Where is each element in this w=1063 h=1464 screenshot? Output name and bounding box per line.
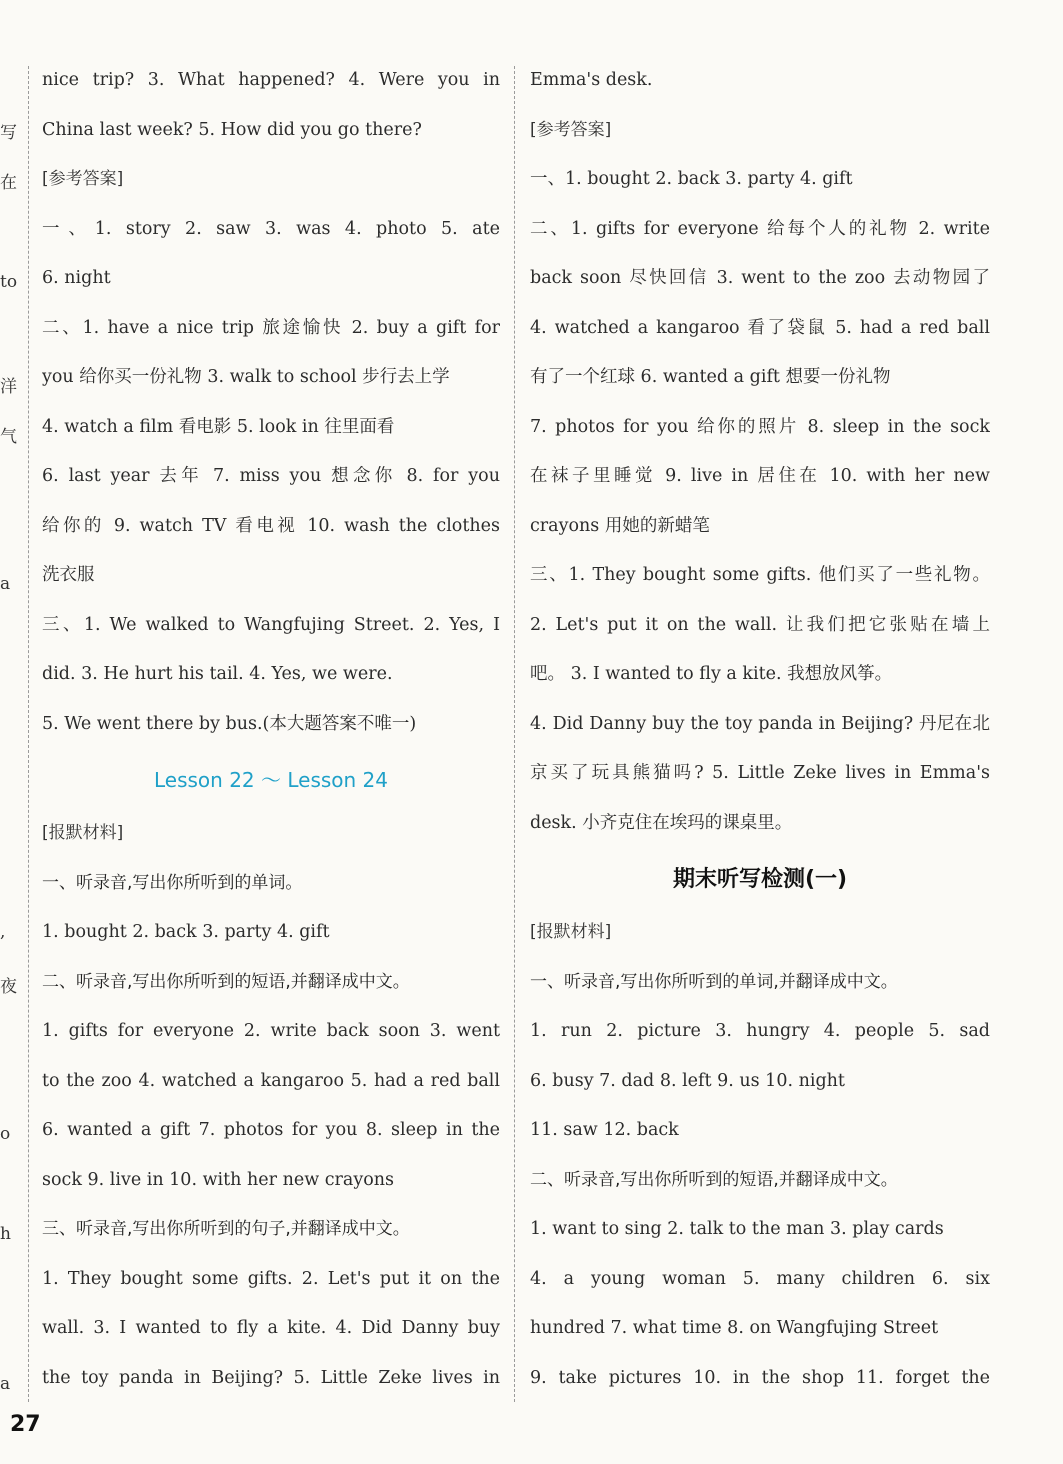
- text-line: 6. busy 7. dad 8. left 9. us 10. night: [530, 1070, 845, 1091]
- question-heading: 二、听录音,写出你所听到的短语,并翻译成中文。: [42, 971, 410, 992]
- text-line: 一、1. bought 2. back 3. party 4. gift: [530, 169, 853, 189]
- margin-fragment: ,: [0, 922, 6, 942]
- text-line: 6. wanted a gift 7. photos for you 8. sleep in the: [42, 1120, 500, 1140]
- text-line: 二、1. gifts for everyone 给每个人的礼物 2. write: [530, 218, 990, 239]
- right-column: [530, 56, 990, 1403]
- text-line: 1. They bought some gifts. 2. Let's put it on the: [42, 1268, 500, 1289]
- margin-fragment: 写: [0, 123, 17, 143]
- text-line: hundred 7. what time 8. on Wangfujing Street: [530, 1318, 939, 1338]
- margin-fragment: a: [0, 574, 11, 594]
- text-line: 4. Did Danny buy the toy panda in Beijing? 丹尼在北: [530, 713, 990, 734]
- text-line: 京买了玩具熊猫吗? 5. Little Zeke lives in Emma's: [530, 763, 990, 783]
- text-line: 6. night: [42, 268, 111, 288]
- text-line: you 给你买一份礼物 3. walk to school 步行去上学: [42, 367, 450, 387]
- question-heading: 三、听录音,写出你所听到的句子,并翻译成中文。: [42, 1219, 410, 1239]
- exam-title: 期末听写检测(一): [672, 867, 848, 892]
- margin-fragment: 夜: [0, 977, 17, 997]
- text-line: to the zoo 4. watched a kangaroo 5. had a red ball: [42, 1070, 500, 1091]
- text-line: 1. bought 2. back 3. party 4. gift: [42, 922, 330, 942]
- text-line: wall. 3. I wanted to fly a kite. 4. Did Danny buy: [42, 1318, 500, 1338]
- text-line: 7. photos for you 给你的照片 8. sleep in the sock: [530, 416, 990, 437]
- text-line: 9. take pictures 10. in the shop 11. forget the: [530, 1367, 990, 1388]
- margin-fragment: 洋: [0, 377, 17, 397]
- text-line: 在袜子里睡觉 9. live in 居住在 10. with her new: [530, 466, 990, 486]
- text-line: 洗衣服: [42, 565, 95, 585]
- text-line: 4. watched a kangaroo 看了袋鼠 5. had a red ball: [530, 317, 990, 338]
- text-line: 4. a young woman 5. many children 6. six: [530, 1268, 990, 1289]
- text-line: Emma's desk.: [530, 70, 653, 90]
- text-line: 一、1. story 2. saw 3. was 4. photo 5. ate: [42, 218, 500, 239]
- text-line: 给你的 9. watch TV 看电视 10. wash the clothes: [42, 515, 500, 536]
- text-line: 三、1. They bought some gifts. 他们买了一些礼物。: [530, 565, 990, 585]
- text-line: did. 3. He hurt his tail. 4. Yes, we were.: [42, 664, 393, 684]
- text-line: 4. watch a film 看电影 5. look in 往里面看: [42, 416, 395, 437]
- section-label: [参考答案]: [530, 119, 612, 140]
- text-line: 吧。 3. I wanted to fly a kite. 我想放风筝。: [530, 664, 893, 684]
- text-line: sock 9. live in 10. with her new crayons: [42, 1169, 395, 1190]
- text-line: desk. 小齐克住在埃玛的课桌里。: [530, 812, 793, 833]
- column-divider-left: [28, 66, 29, 1402]
- text-line: 有了一个红球 6. wanted a gift 想要一份礼物: [530, 367, 891, 387]
- lesson-heading: Lesson 22 ～ Lesson 24: [153, 768, 389, 792]
- section-label: [报默材料]: [530, 922, 612, 942]
- text-line: China last week? 5. How did you go there?: [42, 119, 422, 140]
- section-label: [报默材料]: [42, 823, 124, 843]
- text-line: 三、1. We walked to Wangfujing Street. 2. Yes, I: [42, 614, 500, 635]
- text-line: 2. Let's put it on the wall. 让我们把它张贴在墙上: [530, 614, 990, 635]
- margin-fragment: a: [0, 1374, 11, 1394]
- text-line: crayons 用她的新蜡笔: [530, 515, 710, 536]
- question-heading: 一、听录音,写出你所听到的单词,并翻译成中文。: [530, 971, 898, 992]
- text-line: 1. run 2. picture 3. hungry 4. people 5. sad: [530, 1021, 990, 1041]
- margin-fragment: to: [0, 272, 18, 292]
- left-column: [42, 56, 500, 1403]
- text-line: 1. want to sing 2. talk to the man 3. play cards: [530, 1219, 944, 1239]
- text-line: 1. gifts for everyone 2. write back soon 3. went: [42, 1021, 500, 1041]
- column-divider-middle: [514, 66, 515, 1402]
- margin-fragment: 在: [0, 173, 17, 193]
- text-line: nice trip? 3. What happened? 4. Were you in: [42, 70, 500, 90]
- question-heading: 一、听录音,写出你所听到的单词。: [42, 872, 303, 893]
- text-line: 5. We went there by bus.(本大题答案不唯一): [42, 713, 417, 734]
- text-line: 11. saw 12. back: [530, 1120, 679, 1140]
- margin-fragment: o: [0, 1124, 11, 1144]
- text-line: 6. last year 去年 7. miss you 想念你 8. for you: [42, 466, 500, 486]
- page-number: 27: [10, 1412, 41, 1437]
- margin-fragment: h: [0, 1224, 11, 1244]
- text-line: the toy panda in Beijing? 5. Little Zeke lives in: [42, 1367, 500, 1388]
- question-heading: 二、听录音,写出你所听到的短语,并翻译成中文。: [530, 1169, 898, 1190]
- section-label: [参考答案]: [42, 169, 124, 189]
- text-line: back soon 尽快回信 3. went to the zoo 去动物园了: [530, 268, 990, 288]
- margin-fragment: 气: [0, 427, 17, 447]
- text-line: 二、1. have a nice trip 旅途愉快 2. buy a gift for: [42, 317, 500, 338]
- left-margin-fragments: [0, 0, 22, 1464]
